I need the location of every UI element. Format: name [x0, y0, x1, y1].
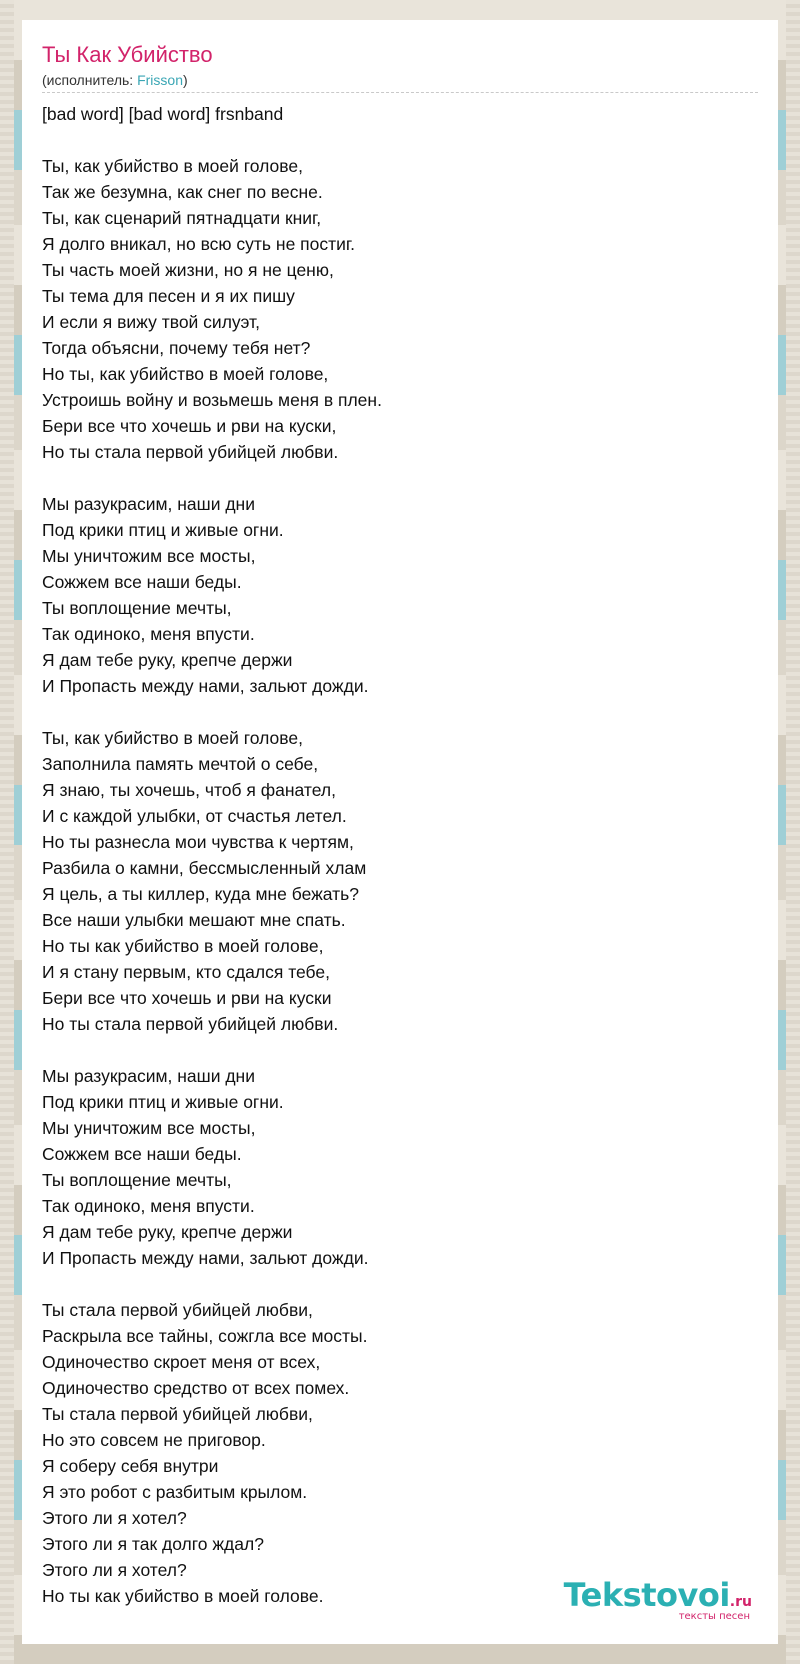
stanza-break — [42, 127, 758, 153]
lyric-line: Ты часть моей жизни, но я не ценю, — [42, 260, 334, 280]
lyric-line: И Пропасть между нами, зальют дожди. — [42, 1248, 369, 1268]
lyric-line: Я цель, а ты киллер, куда мне бежать? — [42, 884, 360, 904]
lyric-line: Одиночество средство от всех помех. — [42, 1378, 350, 1398]
lyric-line: Ты воплощение мечты, — [42, 598, 232, 618]
lyric-line: Одиночество скроет меня от всех, — [42, 1352, 321, 1372]
lyric-line: Я долго вникал, но всю суть не постиг. — [42, 234, 356, 254]
lyric-line: Мы разукрасим, наши дни — [42, 1066, 255, 1086]
stanza-break — [42, 465, 758, 491]
lyric-line: Так одиноко, меня впусти. — [42, 1196, 255, 1216]
lyric-line: Под крики птиц и живые огни. — [42, 1092, 284, 1112]
lyric-line: Но это совсем не приговор. — [42, 1430, 266, 1450]
lyric-line: Ты, как убийство в моей голове, — [42, 156, 303, 176]
lyric-line: Так одиноко, меня впусти. — [42, 624, 255, 644]
lyric-line: Я дам тебе руку, крепче держи — [42, 650, 293, 670]
lyric-line: И если я вижу твой силуэт, — [42, 312, 260, 332]
lyric-line: Устроишь войну и возьмешь меня в плен. — [42, 390, 382, 410]
lyric-line: Этого ли я так долго ждал? — [42, 1534, 264, 1554]
logo-name: Tekstovoi — [563, 1576, 730, 1614]
artist-link[interactable]: Frisson — [137, 72, 183, 88]
lyric-line: Заполнила память мечтой о себе, — [42, 754, 319, 774]
artist-line — [42, 72, 758, 93]
lyric-line: Все наши улыбки мешают мне спать. — [42, 910, 346, 930]
lyric-line: [bad word] [bad word] frsnband — [42, 104, 284, 124]
lyric-line: Я дам тебе руку, крепче держи — [42, 1222, 293, 1242]
logo-tagline: тексты песен — [678, 1611, 750, 1622]
lyric-line: Мы уничтожим все мосты, — [42, 1118, 256, 1138]
lyric-line: Сожжем все наши беды. — [42, 572, 242, 592]
lyrics-text — [42, 101, 758, 1609]
lyric-line: Ты воплощение мечты, — [42, 1170, 232, 1190]
lyric-line: Этого ли я хотел? — [42, 1560, 187, 1580]
lyric-line: Ты, как сценарий пятнадцати книг, — [42, 208, 322, 228]
lyrics-card — [22, 20, 778, 1644]
stanza-break — [42, 1271, 758, 1297]
logo-tld: .ru — [729, 1594, 752, 1610]
lyric-line: Но ты, как убийство в моей голове, — [42, 364, 329, 384]
lyric-line: Но ты разнесла мои чувства к чертям, — [42, 832, 354, 852]
lyric-line: Ты, как убийство в моей голове, — [42, 728, 303, 748]
lyric-line: Разбила о камни, бессмысленный хлам — [42, 858, 367, 878]
lyric-line: Мы уничтожим все мосты, — [42, 546, 256, 566]
lyric-line: Так же безумна, как снег по весне. — [42, 182, 323, 202]
lyric-line: Мы разукрасим, наши дни — [42, 494, 255, 514]
stanza-break — [42, 699, 758, 725]
lyric-line: Раскрыла все тайны, сожгла все мосты. — [42, 1326, 368, 1346]
lyric-line: И Пропасть между нами, зальют дожди. — [42, 676, 369, 696]
artist-suffix: ) — [183, 72, 188, 88]
lyric-line: Ты тема для песен и я их пишу — [42, 286, 295, 306]
song-title: Ты Как Убийство — [42, 42, 213, 67]
lyric-line: Ты стала первой убийцей любви, — [42, 1404, 313, 1424]
lyric-line: Сожжем все наши беды. — [42, 1144, 242, 1164]
lyric-line: Но ты как убийство в моей голове, — [42, 936, 324, 956]
lyric-line: И с каждой улыбки, от счастья летел. — [42, 806, 347, 826]
site-logo[interactable] — [563, 1576, 752, 1622]
lyric-line: Под крики птиц и живые огни. — [42, 520, 284, 540]
lyric-line: Бери все что хочешь и рви на куски — [42, 988, 332, 1008]
lyric-line: Я соберу себя внутри — [42, 1456, 219, 1476]
lyric-line: Я это робот с разбитым крылом. — [42, 1482, 308, 1502]
lyric-line: Этого ли я хотел? — [42, 1508, 187, 1528]
artist-prefix: (исполнитель: — [42, 72, 138, 88]
lyric-line: Тогда объясни, почему тебя нет? — [42, 338, 311, 358]
lyric-line: Но ты стала первой убийцей любви. — [42, 1014, 339, 1034]
stanza-break — [42, 1037, 758, 1063]
lyric-line: Но ты как убийство в моей голове. — [42, 1586, 324, 1606]
lyric-line: Ты стала первой убийцей любви, — [42, 1300, 313, 1320]
lyric-line: Я знаю, ты хочешь, чтоб я фанател, — [42, 780, 336, 800]
lyric-line: Бери все что хочешь и рви на куски, — [42, 416, 337, 436]
lyric-line: И я стану первым, кто сдался тебе, — [42, 962, 330, 982]
lyric-line: Но ты стала первой убийцей любви. — [42, 442, 339, 462]
right-decor-strip — [786, 0, 800, 1664]
left-decor-strip — [0, 0, 14, 1664]
